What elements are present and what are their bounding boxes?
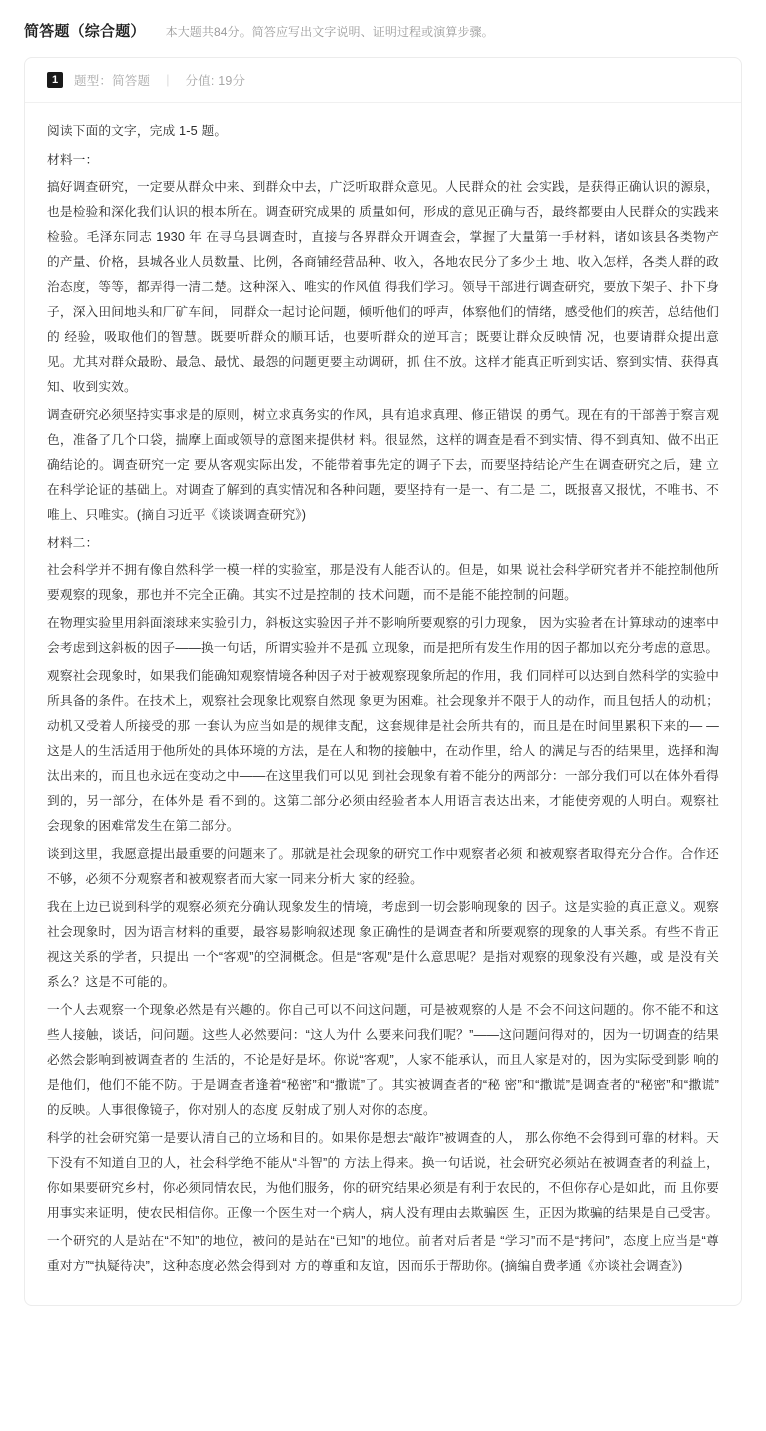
material-two-label: 材料二：	[47, 536, 99, 550]
material-one-label: 材料一：	[47, 153, 99, 167]
material-two-paragraph-2: 在物理实验里用斜面滚球来实验引力，斜板这实验因子并不影响所要观察的引力现象， 因为实验者在计算球动的速率中会考虑到这斜板的因子——换一句话，所谓实验并不是孤 立现象，而是把所有发生作用的因子都加以充分考虑的意思。	[47, 616, 719, 655]
question-instruction: 阅读下面的文字，完成 1-5 题。	[47, 124, 228, 138]
material-two-paragraph-4: 谈到这里，我愿意提出最重要的问题来了。那就是社会现象的研究工作中观察者必须 和被观察者取得充分合作。合作还不够，必须不分观察者和被观察者而大家一同来分析大 家的经验。	[47, 847, 719, 886]
material-two-paragraph-5: 我在上边已说到科学的观察必须充分确认现象发生的情境，考虑到一切会影响现象的 因子。这是实验的真正意义。观察社会现象时，因为语言材料的重要，最容易影响叙述现 象正确性的是调查者和所要观察的现象的人事关系。有些不肯正视这关系的学者，只提出 一个“客观”的空洞概念。但是“客观”是什么意思呢？是指对观察的现象没有兴趣，或 是没有关系么？这是不可能的。	[47, 900, 719, 989]
question-type-label: 题型：简答题	[74, 74, 151, 88]
material-one-paragraph-2: 调查研究必须坚持实事求是的原则，树立求真务实的作风，具有追求真理、修正错误 的勇气。现在有的干部善于察言观色，准备了几个口袋，揣摩上面或领导的意图来提供材 料。很显然，这样的调查是看不到实情、得不到真知、做不出正确结论的。调查研究一定 要从客观实际出发，不能带着事先定的调子下去，而要坚持结论产生在调查研究之后，建 立在科学论证的基础上。对调查了解到的真实情况和各种问题，要坚持有一是一、有二是 二，既报喜又报忧，不唯书、不唯上、只唯实。(摘自习近平《谈谈调查研究》)	[47, 408, 719, 522]
question-body	[25, 103, 741, 1305]
material-two-paragraph-8: 一个研究的人是站在“不知”的地位，被问的是站在“已知”的地位。前者对后者是 “学习”而不是“拷问”，态度上应当是“尊重对方”“执疑待决”，这种态度必然会得到对 方的尊重和友谊，因而乐于帮助你。(摘编自费孝通《亦谈社会调查》)	[47, 1234, 719, 1273]
meta-separator: |	[166, 73, 170, 87]
question-header	[25, 58, 741, 103]
question-score-label: 分值: 19分	[185, 74, 246, 88]
section-title: 简答题（综合题）	[24, 23, 146, 40]
section-header	[0, 0, 766, 57]
material-two-paragraph-7: 科学的社会研究第一是要认清自己的立场和目的。如果你是想去“敲诈”被调查的人， 那么你绝不会得到可靠的材料。天下没有不知道自卫的人，社会科学绝不能从“斗智”的 方法上得来。换一句话说，社会研究必须站在被调查者的利益上，你如果要研究乡村，你必须同情农民，为他们服务，你的研究结果必须是有利于农民的，不但你存心是如此，而 且你要用事实来证明，使农民相信你。正像一个医生对一个病人，病人没有理由去欺骗医 生，正因为欺骗的结果是自己受害。	[47, 1131, 719, 1220]
material-two-paragraph-3: 观察社会现象时，如果我们能确知观察情境各种因子对于被观察现象所起的作用，我 们同样可以达到自然科学的实验中所具备的条件。在技术上，观察社会现象比观察自然现 象更为困难。社会现象并不限于人的动作，而且包括人的动机；动机又受着人所接受的那 一套认为应当如是的规律支配，这套规律是社会所共有的，而且是在时间里累积下来的— —这是人的生活适用于他所处的具体环境的方法，是在人和物的接触中，在动作里，给人 的满足与否的结果里，选择和淘汰出来的，而且也永远在变动之中——在这里我们可以见 到社会现象有着不能分的两部分：一部分我们可以在体外看得到的，另一部分，在体外是 看不到的。这第二部分必须由经验者本人用语言表达出来，才能使旁观的人明白。观察社 会现象的困难常发生在第二部分。	[47, 669, 719, 833]
material-two-paragraph-1: 社会科学并不拥有像自然科学一模一样的实验室，那是没有人能否认的。但是，如果 说社会科学研究者并不能控制他所要观察的现象，那也并不完全正确。其实不过是控制的 技术问题，而不是能不能控制的问题。	[47, 563, 719, 602]
section-description: 本大题共84分。简答应写出文字说明、证明过程或演算步骤。	[165, 25, 494, 39]
material-one-paragraph-1: 搞好调查研究，一定要从群众中来、到群众中去，广泛听取群众意见。人民群众的社 会实践，是获得正确认识的源泉，也是检验和深化我们认识的根本所在。调查研究成果的 质量如何，形成的意见正确与否，最终都要由人民群众的实践来检验。毛泽东同志 1930 年 在寻乌县调查时，直接与各界群众开调查会，掌握了大量第一手材料，诸如该县各类物产 的产量、价格，县城各业人员数量、比例，各商铺经营品种、收入，各地农民分了多少土 地、收入怎样，各类人群的政治态度，等等，都弄得一清二楚。这种深入、唯实的作风值 得我们学习。领导干部进行调查研究，要放下架子、扑下身子，深入田间地头和厂矿车间， 同群众一起讨论问题，倾听他们的呼声，体察他们的情绪，感受他们的疾苦，总结他们的 经验，吸取他们的智慧。既要听群众的顺耳话，也要听群众的逆耳言；既要让群众反映情 况，也要请群众提出意见。尤其对群众最盼、最急、最忧、最怨的问题更要主动调研，抓 住不放。这样才能真正听到实话、察到实情、获得真知、收到实效。	[47, 180, 719, 394]
question-card	[24, 57, 742, 1306]
material-two-paragraph-6: 一个人去观察一个现象必然是有兴趣的。你自己可以不问这问题，可是被观察的人是 不会不问这问题的。你不能不和这些人接触，谈话，问问题。这些人必然要问：“这人为什 么要来问我们呢？”——这问题问得对的，因为一切调查的结果必然会影响到被调查者的 生活的，不论是好是坏。你说“客观”，人家不能承认，而且人家是对的，因为实际受到影 响的是他们，他们不能不防。于是调查者逢着“秘密”和“撒谎”了。其实被调查者的“秘 密”和“撒谎”是调查者的“秘密”和“撒谎”的反映。人事很像镜子，你对别人的态度 反射成了别人对你的态度。	[47, 1003, 719, 1117]
question-number-badge: 1	[47, 72, 63, 88]
